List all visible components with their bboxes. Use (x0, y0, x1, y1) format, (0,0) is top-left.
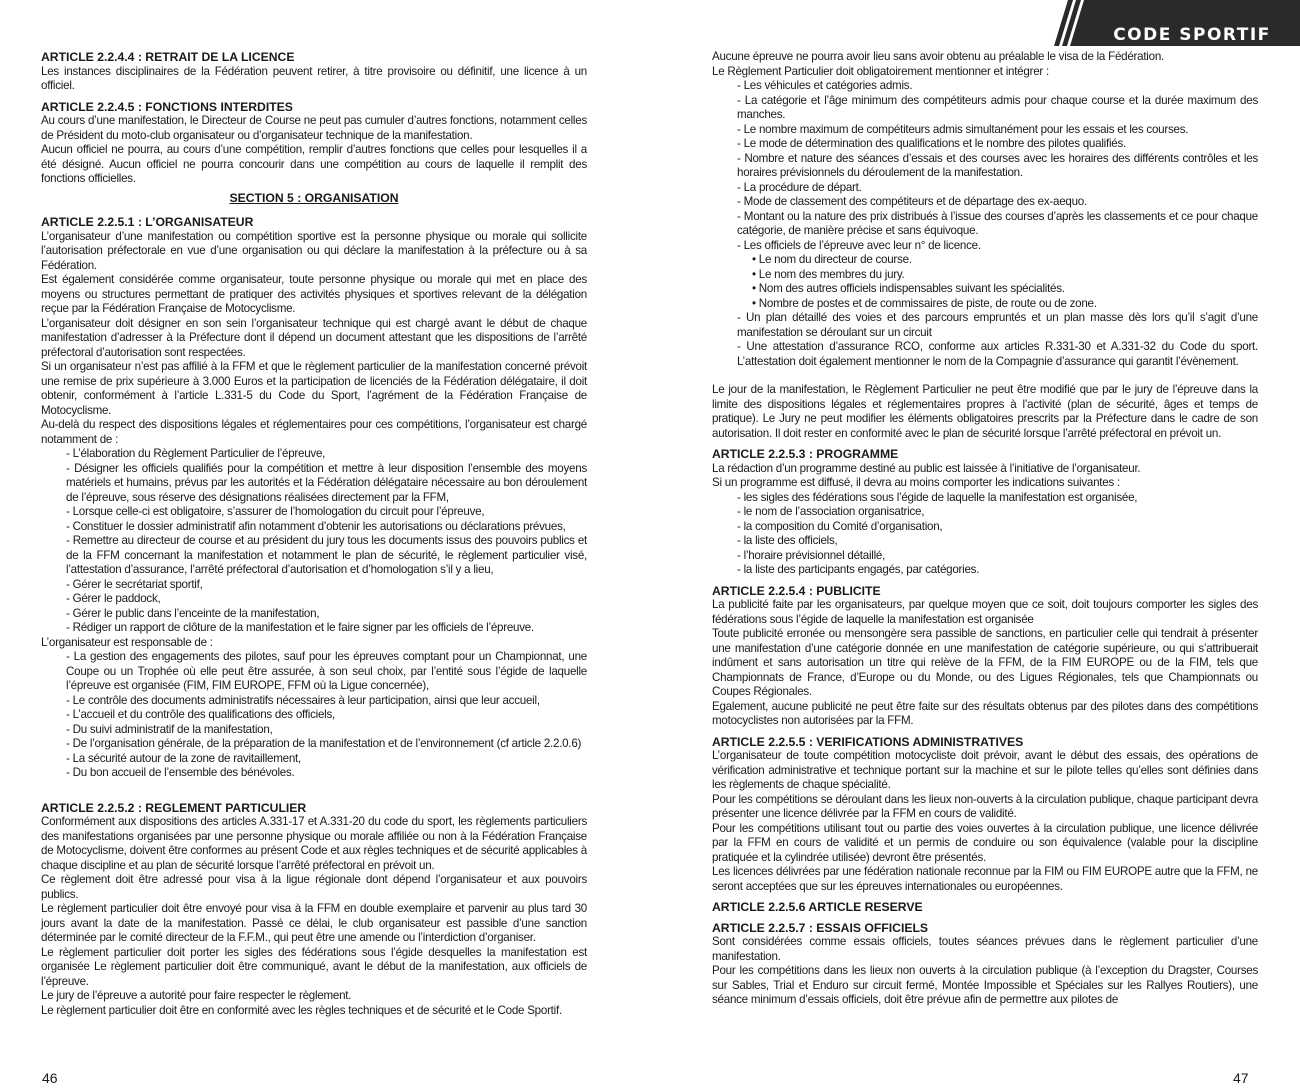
paragraph: Pour les compétitions utilisant tout ou partie des voies ouvertes à la circulation publique, une licence délivrée par la FFM en cours de validité et un permis de conduire ou son équivalence (valable pour la discipline pratiquée et la cylindrée utilisée) devront être présentés. (712, 821, 1258, 864)
list-item: - Du suivi administratif de la manifestation, (66, 722, 273, 736)
spacer (712, 369, 1258, 383)
list-item: - Désigner les officiels qualifiés pour la compétition et mettre à leur disposition l’ensemble des moyens matériels et humains, prévus par les autorités et la Fédération délégataire nécessaire au bon déroulement de l’épreuve, sous réserve des désignations réalisées directement par la FFM, (66, 461, 587, 504)
page-number-left: 46 (42, 1070, 58, 1086)
list-item: - Nombre et nature des séances d’essais et des courses avec les horaires des différents contrôles et les horaires prévisionnels du déroulement de la manifestation. (737, 151, 1258, 179)
paragraph: Pour les compétitions se déroulant dans les lieux non-ouverts à la circulation publique, chaque participant devra présenter une licence délivrée par la FFM en cours de validité. (712, 792, 1258, 820)
paragraph: Le règlement particulier doit être en conformité avec les règles techniques et de sécurité et le Code Sportif. (41, 1003, 562, 1017)
list-item: - La sécurité autour de la zone de ravitaillement, (66, 751, 301, 765)
paragraph: Le Règlement Particulier doit obligatoirement mentionner et intégrer : (712, 64, 1049, 78)
list-item: - Lorsque celle-ci est obligatoire, s’assurer de l’homologation du circuit pour l’épreuve, (66, 505, 485, 518)
list-item: - L’élaboration du Règlement Particulier de l’épreuve, (66, 447, 326, 460)
section-heading: SECTION 5 : ORGANISATION (229, 190, 399, 205)
paragraph: Le jury de l’épreuve a autorité pour faire respecter le règlement. (41, 989, 352, 1002)
sub-list-item: • Le nom du directeur de course. (752, 253, 912, 266)
article-heading: ARTICLE 2.2.5.5 : VERIFICATIONS ADMINISTRATIVES (712, 734, 1024, 749)
article-heading: ARTICLE 2.2.4.5 : FONCTIONS INTERDITES (41, 99, 293, 114)
paragraph: La rédaction d’un programme destiné au public est laissée à l’initiative de l’organisateur. (712, 461, 1141, 475)
list-item: - le nom de l’association organisatrice, (737, 505, 925, 518)
list-item: - Mode de classement des compétiteurs et de départage des ex-aequo. (737, 195, 1087, 208)
paragraph: Au cours d’une manifestation, le Directeur de Course ne peut pas cumuler d’autres fonctions, notamment celles de Président du moto-club organisateur ou d’organisateur technique de la manifestation. (41, 114, 587, 142)
right-page (650, 0, 1300, 1092)
page-number-right: 47 (1233, 1070, 1249, 1086)
paragraph: Conformément aux dispositions des articles A.331-17 et A.331-20 du code du sport, les règlements particuliers des manifestations organisées par une personne physique ou morale affiliée ou non à la Fédération Française de Motocyclisme, doivent être conformes au présent Code et aux règles techniques et de sécurité applicables à chaque discipline et au plan de sécurité lorsque l’arrêté préfectoral en prévoit un. (41, 815, 587, 872)
code-sportif-banner (1054, 0, 1300, 46)
paragraph: Le règlement particulier doit être envoyé pour visa à la FFM en double exemplaire et parvenir au plus tard 30 jours avant la date de la manifestation. Passé ce délai, le club organisateur est passible d’une sanction déterminée par le comité directeur de la F.F.M., qui peut être une amende ou l’interdiction d’organiser. (41, 902, 587, 944)
paragraph: L’organisateur est responsable de : (41, 635, 213, 649)
article-heading: ARTICLE 2.2.5.6 ARTICLE RESERVE (712, 900, 923, 914)
list-item: - L’accueil et du contrôle des qualifications des officiels, (66, 708, 335, 721)
paragraph: Est également considérée comme organisateur, toute personne physique ou morale qui met en place des moyens ou structures permettant de pratiquer des activités physiques et sportives relevant de la délégation reçue par la Fédération Française de Motocyclisme. (41, 273, 587, 315)
paragraph: Ce règlement doit être adressé pour visa à la ligue régionale dont dépend l’organisateur et aux pouvoirs publics. (41, 873, 587, 901)
list-item: - Remettre au directeur de course et au président du jury tous les documents issus des pouvoirs publics et de la FFM concernant la manifestation et notamment le plan de sécurité, le règlement particulier visé, l’attestation d’assurance, l’arrêté préfectoral d’autorisation et d’homologation s’il y a lieu, (66, 534, 587, 576)
list-item: - La procédure de départ. (737, 180, 862, 194)
article-heading: ARTICLE 2.2.5.4 : PUBLICITE (712, 583, 881, 598)
paragraph: Pour les compétitions dans les lieux non ouverts à la circulation publique (à l’exception du Dragster, Courses sur Sables, Trial et Enduro sur circuit fermé, Montée Impossible et Spéciales sur les Rallyes Routiers), une séance minimum d’essais officiels, doit être prévue afin de permettre aux pilotes de (712, 964, 1258, 1006)
list-item: - La gestion des engagements des pilotes, sauf pour les épreuves comptant pour un Championnat, une Coupe ou un Trophée où elle peut être assurée, à son seul choix, par l’entité sous l’égide de laquelle l’épreuve est organisée (FIM, FIM EUROPE, FFM où la Ligue concernée), (66, 650, 587, 692)
list-item: - Le contrôle des documents administratifs nécessaires à leur participation, ainsi que leur accueil, (66, 693, 540, 707)
list-item: - la liste des officiels, (737, 534, 838, 547)
paragraph: Si un organisateur n’est pas affilié à la FFM et que le règlement particulier de la manifestation concerné prévoit une remise de prix supérieure à 3.000 Euros et la participation de licenciés de la Fédération délégataire, il doit obtenir, conformément à l’article L.331-5 du Code du Sport, l’agrément de la Fédération Française de Motocyclisme. (41, 360, 587, 417)
list-item: - Le mode de détermination des qualifications et le nombre des pilotes qualifiés. (737, 137, 1126, 150)
paragraph: Le jour de la manifestation, le Règlement Particulier ne peut être modifié que par le jury de l’épreuve dans la limite des dispositions légales et réglementaires propres à l’activité (plan de sécurité, âges et temps de pratique). Le Jury ne peut modifier les éléments obligatoires prescrits par la Préfecture dans le cadre de son autorisation. Il doit rester en conformité avec le plan de sécurité lorsque l’arrêté préfectoral en prévoit un. (712, 383, 1258, 440)
paragraph: Egalement, aucune publicité ne peut être faite sur des résultats obtenus par des pilotes dans des compétitions motocyclistes non autorisées par la FFM. (712, 699, 1258, 727)
list-item: - Les véhicules et catégories admis. (737, 79, 913, 92)
paragraph: La publicité faite par les organisateurs, par quelque moyen que ce soit, doit toujours comporter les sigles des fédérations sous l’égide de laquelle la manifestation est organisée (712, 598, 1258, 626)
paragraph: Le règlement particulier doit porter les sigles des fédérations sous l’égide desquelles la manifestation est organisée Le règlement particulier doit être communiqué, avant le début de la manifestation, aux officiels de l’épreuve. (41, 945, 587, 988)
list-item: - Les officiels de l’épreuve avec leur n° de licence. (737, 238, 981, 252)
list-item: - Le nombre maximum de compétiteurs admis simultanément pour les essais et les courses. (737, 122, 1189, 136)
article-heading: ARTICLE 2.2.5.1 : L’ORGANISATEUR (41, 215, 254, 229)
paragraph: Toute publicité erronée ou mensongère sera passible de sanctions, en particulier celle qui tendrait à présenter une manifestation d’une catégorie donnée en une manifestation de catégorie supérieure, ou qui s’attribuerait indûment et sans autorisation un titre qui relève de la FFM, de la FIM EUROPE ou de la FIM, tels que Championnats de France, d’Europe ou du Monde, ou des Ligues Régionales, tels que Championnats ou Coupes Régionales. (712, 627, 1258, 698)
list-item: - la liste des participants engagés, par catégories. (737, 563, 980, 576)
right-column (712, 50, 1258, 1008)
list-item: - Rédiger un rapport de clôture de la manifestation et le faire signer par les officiels de l’épreuve. (66, 621, 534, 634)
list-item: - Gérer le secrétariat sportif, (66, 577, 203, 591)
paragraph: Les licences délivrées par une fédération nationale reconnue par la FIM ou FIM EUROPE autre que la FFM, ne seront acceptées que sur les épreuves internationales ou européennes. (712, 865, 1258, 893)
spacer (41, 781, 587, 795)
sub-list-item: • Nom des autres officiels indispensables suivant les spécialités. (752, 282, 1065, 295)
paragraph: Les instances disciplinaires de la Fédération peuvent retirer, à titre provisoire ou définitif, une licence à un officiel. (41, 64, 587, 92)
paragraph: Si un programme est diffusé, il devra au moins comporter les indications suivantes : (712, 476, 1120, 489)
paragraph: Aucun officiel ne pourra, au cours d’une compétition, remplir d’autres fonctions que celles pour lesquelles il a été désigné. Aucun officiel ne pourra concourir dans une compétition au cours de laquelle il remplit des fonctions officielles. (41, 143, 587, 185)
list-item: - Du bon accueil de l’ensemble des bénévoles. (66, 766, 295, 779)
left-column (41, 50, 587, 1018)
paragraph: Aucune épreuve ne pourra avoir lieu sans avoir obtenu au préalable le visa de la Fédération. (712, 50, 1165, 63)
list-item: - l’horaire prévisionnel détaillé, (737, 548, 886, 562)
list-item: - Une attestation d’assurance RCO, conforme aux articles R.331-30 et A.331-32 du Code du sport. L’attestation doit également mentionner le nom de la Compagnie d’assurance qui garantit l’évènement. (737, 340, 1258, 368)
list-item: - les sigles des fédérations sous l’égide de laquelle la manifestation est organisée, (737, 490, 1138, 504)
article-heading: ARTICLE 2.2.5.7 : ESSAIS OFFICIELS (712, 920, 929, 935)
list-item: - Constituer le dossier administratif afin notamment d’obtenir les autorisations ou déclarations prévues, (66, 519, 566, 533)
sub-list-item: • Nombre de postes et de commissaires de piste, de route ou de zone. (752, 296, 1097, 310)
paragraph: L’organisateur doit désigner en son sein l’organisateur technique qui est chargé avant le début de chaque manifestation d’adresser à la Préfecture dont il dépend un document attestant que les dispositions de l’arrêté préfectoral d’autorisation sont respectées. (41, 316, 587, 359)
paragraph: L’organisateur de toute compétition motocycliste doit prévoir, avant le début des essais, des opérations de vérification administrative et technique portant sur la machine et sur le pilote telles qu’elles sont définies dans les règlements de chaque spécialité. (712, 749, 1258, 791)
banner-text: CODE SPORTIF (1113, 25, 1271, 45)
list-item: - la composition du Comité d’organisation, (737, 519, 943, 533)
sub-list-item: • Le nom des membres du jury. (752, 267, 905, 281)
list-item: - De l’organisation générale, de la préparation de la manifestation et de l’environnement (cf article 2.2.0.6) (66, 737, 582, 750)
list-item: - Gérer le public dans l’enceinte de la manifestation, (66, 606, 320, 620)
article-heading: ARTICLE 2.2.5.2 : REGLEMENT PARTICULIER (41, 800, 307, 815)
paragraph: Sont considérées comme essais officiels, toutes séances prévues dans le règlement particulier d’une manifestation. (712, 935, 1258, 963)
list-item: - Montant ou la nature des prix distribués à l’issue des courses d’après les classements et ce pour chaque catégorie, de manière précise et sans équivoque. (737, 209, 1258, 237)
article-heading: ARTICLE 2.2.5.3 : PROGRAMME (712, 447, 899, 461)
article-heading: ARTICLE 2.2.4.4 : RETRAIT DE LA LICENCE (41, 50, 295, 64)
paragraph: Au-delà du respect des dispositions légales et réglementaires pour ces compétitions, l’organisateur est chargé notamment de : (41, 418, 587, 446)
list-item: - Gérer le paddock, (66, 592, 161, 605)
list-item: - La catégorie et l’âge minimum des compétiteurs admis pour chaque course et la durée maximum des manches. (737, 93, 1258, 121)
paragraph: L’organisateur d’une manifestation ou compétition sportive est la personne physique ou morale qui sollicite l’autorisation préfectorale en vue d’une organisation ou qui déclare la manifestation à la préfecture ou à sa Fédération. (41, 229, 587, 272)
list-item: - Un plan détaillé des voies et des parcours empruntés et un plan masse dès lors qu’il s’agit d’une manifestation se déroulant sur un circuit (737, 311, 1258, 339)
